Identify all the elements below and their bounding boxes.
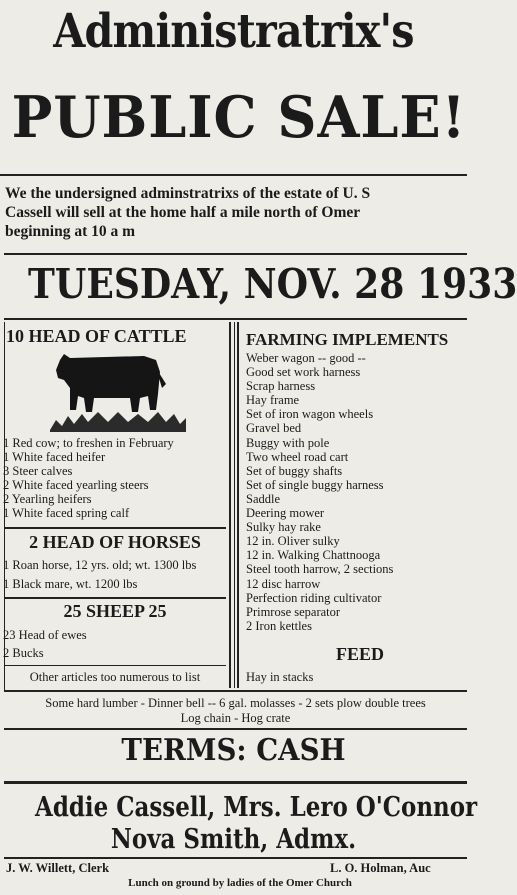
list-item: 23 Head of ewes	[3, 628, 87, 642]
list-item: 12 in. Oliver sulky	[246, 534, 340, 549]
list-item: 12 disc harrow	[246, 576, 321, 591]
cattle-heading: 10 HEAD OF CATTLE	[6, 326, 187, 346]
column-divider	[234, 322, 235, 688]
list-item: Good set work harness	[246, 365, 361, 380]
horses-list	[3, 556, 229, 594]
cow-illustration	[48, 350, 188, 432]
divider	[4, 318, 467, 320]
administrators-line-1: Addie Cassell, Mrs. Lero O'Connor	[35, 792, 478, 823]
list-item: 2 Iron kettles	[246, 618, 312, 633]
divider	[4, 690, 467, 692]
intro-paragraph	[5, 184, 475, 241]
cattle-list	[3, 436, 229, 521]
list-item: 2 White faced yearling steers	[3, 478, 149, 493]
feed-item: Hay in stacks	[246, 670, 314, 684]
misc-line: Log chain - Hog crate	[180, 711, 291, 725]
divider	[4, 781, 467, 784]
list-item: Primrose separator	[246, 604, 341, 619]
other-articles: Other articles too numerous to list	[29, 670, 201, 684]
list-item: 1 Black mare, wt. 1200 lbs	[3, 577, 138, 591]
list-item: 1 Red cow; to freshen in February	[3, 436, 174, 450]
misc-articles	[4, 696, 467, 726]
list-item: Set of buggy shafts	[246, 463, 343, 478]
intro-line: Cassell will sell at the home half a mile north of Omer	[5, 204, 361, 221]
divider	[4, 527, 226, 529]
list-item: 2 Yearling heifers	[3, 492, 92, 507]
sheep-heading: 25 SHEEP 25	[63, 601, 167, 621]
list-item: Scrap harness	[246, 379, 316, 394]
feed-heading: FEED	[335, 644, 384, 664]
title-line-2: PUBLIC SALE!	[11, 84, 467, 151]
list-item: Two wheel road cart	[246, 449, 349, 464]
list-item: 1 White faced spring calf	[3, 506, 130, 521]
column-divider	[237, 322, 239, 688]
list-item: 1 White faced heifer	[3, 450, 106, 465]
column-divider	[229, 322, 231, 688]
title-line-1: Administratrix's	[53, 4, 414, 59]
list-item: Sulky hay rake	[246, 520, 321, 535]
list-item: Buggy with pole	[246, 435, 330, 450]
administrators-line-2: Nova Smith, Admx.	[110, 824, 357, 855]
divider	[4, 665, 226, 666]
list-item: Perfection riding cultivator	[246, 590, 382, 605]
list-item: Set of single buggy harness	[246, 477, 384, 492]
list-item: Deering mower	[246, 506, 325, 521]
list-item: Hay frame	[246, 393, 300, 408]
list-item: Weber wagon -- good --	[246, 351, 366, 365]
sale-date: TUESDAY, NOV. 28 1933	[28, 260, 517, 308]
divider	[4, 728, 467, 730]
list-item: Steel tooth harrow, 2 sections	[246, 562, 394, 577]
auctioneer: L. O. Holman, Auc	[330, 861, 431, 875]
list-item: Set of iron wagon wheels	[246, 407, 374, 422]
farming-heading: FARMING IMPLEMENTS	[246, 330, 449, 349]
farming-list	[246, 351, 467, 633]
list-item: 1 Roan horse, 12 yrs. old; wt. 1300 lbs	[3, 558, 197, 572]
lunch-note: Lunch on ground by ladies of the Omer Church	[128, 877, 352, 889]
divider	[4, 597, 226, 599]
divider	[0, 174, 467, 176]
list-item: 12 in. Walking Chattnooga	[246, 548, 381, 563]
divider	[4, 253, 467, 255]
divider	[4, 857, 467, 859]
list-item: Gravel bed	[246, 421, 302, 436]
list-item: 3 Steer calves	[3, 464, 73, 479]
clerk: J. W. Willett, Clerk	[6, 861, 110, 875]
list-item: Saddle	[246, 491, 281, 506]
horses-heading: 2 HEAD OF HORSES	[29, 532, 201, 552]
misc-line: Some hard lumber - Dinner bell -- 6 gal. molasses - 2 sets plow double trees	[45, 696, 426, 710]
intro-line: We the undersigned adminstratrixs of the estate of U. S	[5, 185, 371, 202]
list-item: 2 Bucks	[3, 646, 44, 660]
terms: TERMS: CASH	[121, 733, 346, 768]
intro-line: beginning at 10 a m	[5, 223, 136, 240]
sheep-list	[3, 626, 229, 662]
